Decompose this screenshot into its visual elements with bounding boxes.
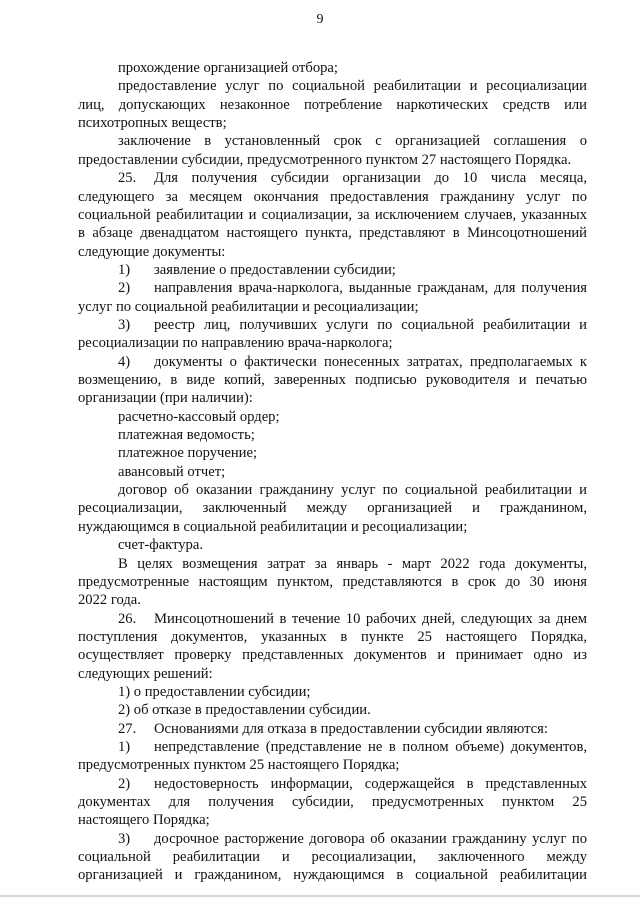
item-number: 1) (118, 261, 131, 278)
text-line (0, 169, 640, 187)
text-line (0, 830, 640, 848)
text-line (0, 77, 640, 95)
text-line (0, 555, 640, 573)
text-line (0, 665, 640, 683)
line-text: предоставление услуг по социальной реабилитации и ресоциализации (118, 78, 587, 95)
line-text: заключение в установленный срок с организацией соглашения о (118, 133, 587, 150)
line-text: досрочное расторжение договора об оказании гражданину услуг по (154, 830, 587, 847)
line-text: расчетно-кассовый ордер; (118, 408, 280, 425)
text-line (0, 389, 640, 407)
text-line (0, 518, 640, 536)
item-number: 2) (118, 280, 131, 297)
scan-edge (0, 895, 640, 897)
line-text: направления врача-нарколога, выданные гражданам, для получения (154, 280, 587, 297)
line-text: авансовый отчет; (118, 463, 226, 480)
line-text: социальной реабилитации и ресоциализации, заключенного между (78, 849, 587, 866)
line-text: договор об оказании гражданину услуг по социальной реабилитации и (118, 482, 587, 499)
text-line (0, 481, 640, 499)
line-text: предусмотренных пунктом 25 настоящего Порядка; (78, 757, 400, 774)
text-line (0, 775, 640, 793)
line-text: осуществляет проверку представленных документов и принимает одно из (78, 647, 587, 664)
item-number: 2) (118, 775, 131, 792)
text-line (0, 573, 640, 591)
item-number: 3) (118, 316, 131, 333)
line-text: лиц, допускающих незаконное потребление наркотических средств или (78, 96, 587, 113)
text-line (0, 371, 640, 389)
line-text: прохождение организацией отбора; (118, 60, 338, 76)
line-text: Основаниями для отказа в предоставлении субсидии являются: (154, 720, 548, 737)
text-line (0, 334, 640, 352)
line-text: непредставление (представление не в полном объеме) документов, (154, 739, 587, 755)
line-text: социальной реабилитации и социализации, за исключением случаев, указанных (78, 206, 587, 223)
text-line (0, 683, 640, 701)
text-line (0, 353, 640, 371)
item-number: 26. (118, 610, 137, 627)
line-text: настоящего Порядка; (78, 812, 210, 829)
line-text: психотропных веществ; (78, 115, 227, 132)
line-text: ресоциализации по направлению врача-нарколога; (78, 335, 393, 352)
text-line (0, 536, 640, 554)
text-line (0, 738, 640, 756)
line-text: реестр лиц, получивших услуги по социальной реабилитации и (154, 316, 587, 333)
text-line (0, 316, 640, 334)
line-text: следующего за месяцем окончания предоставления гражданину услуг по (78, 188, 587, 205)
item-number: 25. (118, 170, 137, 187)
line-text: следующие документы: (78, 243, 226, 260)
item-number: 4) (118, 353, 131, 370)
line-text: 2) об отказе в предоставлении субсидии. (118, 702, 371, 719)
text-line (0, 96, 640, 114)
text-line (0, 261, 640, 279)
line-text: Для получения субсидии организации до 10 числа месяца, (154, 170, 587, 187)
line-text: заявление о предоставлении субсидии; (154, 261, 396, 278)
text-line (0, 408, 640, 426)
text-line (0, 610, 640, 628)
line-text: предоставлении субсидии, предусмотренного пунктом 27 настоящего Порядка. (78, 151, 572, 168)
text-line (0, 866, 640, 884)
text-line (0, 793, 640, 811)
item-number: 3) (118, 830, 131, 847)
text-line (0, 701, 640, 719)
text-line (0, 206, 640, 224)
line-text: ресоциализации, заключенный между организацией и гражданином, (78, 500, 587, 517)
line-text: следующих решений: (78, 665, 213, 682)
text-line (0, 848, 640, 866)
line-text: 1) о предоставлении субсидии; (118, 683, 311, 700)
line-text: в абзаце двенадцатом настоящего пункта, представляют в Минсоцотношений (78, 225, 587, 242)
text-line (0, 188, 640, 206)
text-line (0, 224, 640, 242)
line-text: организации (при наличии): (78, 390, 253, 407)
text-line (0, 720, 640, 738)
text-line (0, 591, 640, 609)
line-text: услуг по социальной реабилитации и ресоциализации; (78, 298, 419, 315)
line-text: поступления документов, указанных в пункте 25 настоящего Порядка, (78, 628, 587, 645)
item-number: 1) (118, 739, 131, 755)
text-line (0, 279, 640, 297)
text-line (0, 811, 640, 829)
text-line (0, 444, 640, 462)
line-text: платежная ведомость; (118, 427, 255, 443)
line-text: возмещению, в виде копий, заверенных подписью руководителя и печатью (78, 372, 587, 388)
line-text: платежное поручение; (118, 445, 258, 462)
text-line (0, 298, 640, 316)
line-text: Минсоцотношений в течение 10 рабочих дней, следующих за днем (154, 610, 587, 627)
line-text: нуждающимся в социальной реабилитации и ресоциализации; (78, 518, 468, 535)
line-text: 2022 года. (78, 592, 141, 609)
line-text: счет-фактура. (118, 537, 203, 554)
text-line (0, 243, 640, 261)
text-line (0, 499, 640, 517)
line-text: организацией и гражданином, нуждающимся в социальной реабилитации (78, 867, 587, 884)
text-line (0, 463, 640, 481)
line-text: предусмотренные настоящим пунктом, представляются в срок до 30 июня (78, 573, 587, 590)
text-line (0, 151, 640, 169)
line-text: документах для получения субсидии, предусмотренных пунктом 25 (78, 794, 587, 810)
line-text: В целях возмещения затрат за январь - март 2022 года документы, (118, 555, 587, 572)
text-line (0, 628, 640, 646)
text-line (0, 59, 640, 77)
text-line (0, 114, 640, 132)
text-line (0, 646, 640, 664)
text-line (0, 132, 640, 150)
text-line (0, 756, 640, 774)
page-number: 9 (316, 12, 324, 27)
line-text: недостоверность информации, содержащейся в представленных (154, 775, 587, 792)
line-text: документы о фактически понесенных затратах, предполагаемых к (154, 353, 587, 370)
item-number: 27. (118, 720, 137, 737)
text-line (0, 426, 640, 444)
